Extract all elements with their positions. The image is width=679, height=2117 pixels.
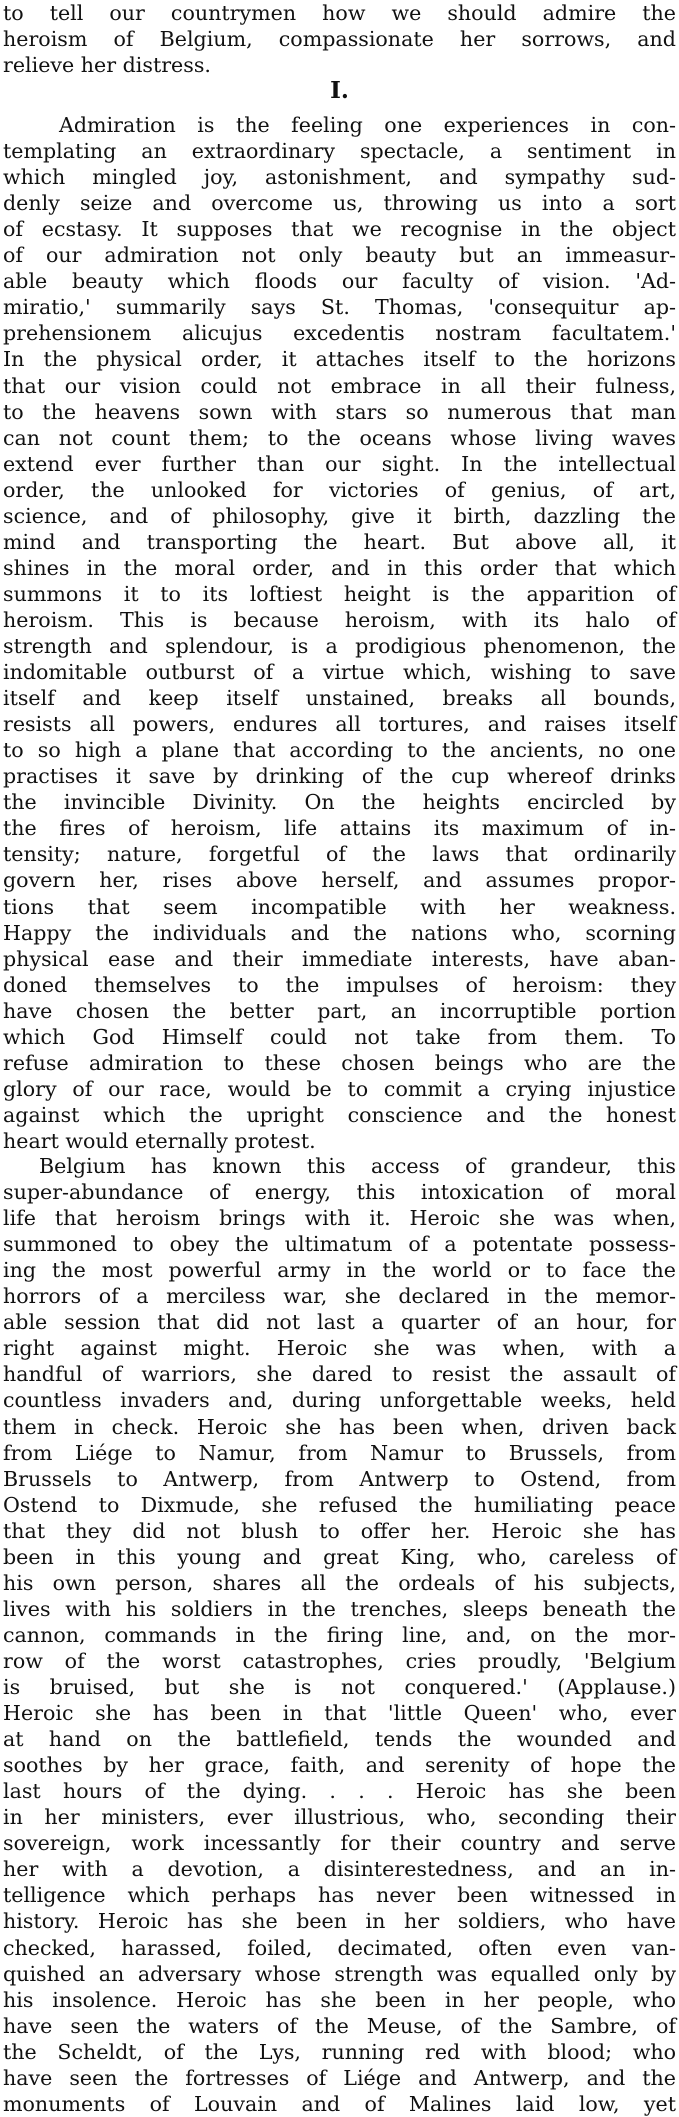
- text-line: itself and keep itself unstained, breaks all bounds,: [3, 686, 676, 711]
- text-line: physical ease and their immediate interests, have aban-: [3, 946, 676, 971]
- text-line: Happy the individuals and the nations who, scorning: [3, 920, 676, 945]
- text-line: soothes by her grace, faith, and serenity of hope the: [3, 1753, 676, 1778]
- text-line: super-abundance of energy, this intoxication of moral: [3, 1180, 676, 1205]
- text-line: science, and of philosophy, give it birth, dazzling the: [3, 503, 676, 528]
- text-line: templating an extraordinary spectacle, a sentiment in: [3, 139, 676, 164]
- text-line: handful of warriors, she dared to resist the assault of: [3, 1362, 676, 1387]
- text-line: strength and splendour, is a prodigious phenomenon, the: [3, 634, 676, 658]
- text-line: mind and transporting the heart. But above all, it: [3, 529, 676, 554]
- text-line: the Scheldt, of the Lys, running red with blood; who: [3, 2039, 676, 2064]
- text-line: have seen the waters of the Meuse, of the Sambre, of: [3, 2013, 676, 2038]
- text-line: right against might. Heroic she was when, with a: [3, 1336, 676, 1361]
- text-line: that they did not blush to offer her. Heroic she has: [3, 1518, 676, 1543]
- text-line: govern her, rises above herself, and assumes propor-: [3, 868, 676, 893]
- text-line: tensity; nature, forgetful of the laws that ordinarily: [3, 842, 676, 867]
- text-line: to tell our countrymen how we should admire the: [3, 1, 676, 25]
- text-line: been in this young and great King, who, careless of: [3, 1544, 676, 1569]
- text-line: doned themselves to the impulses of heroism: they: [3, 972, 676, 997]
- text-line: against which the upright conscience and the honest: [3, 1102, 676, 1127]
- text-line: the invincible Divinity. On the heights encircled by: [3, 790, 676, 815]
- text-line: able beauty which floods our faculty of vision. 'Ad-: [3, 269, 676, 294]
- text-line: them in check. Heroic she has been when, driven back: [3, 1414, 676, 1439]
- text-line: Belgium has known this access of grandeur, this: [39, 1154, 676, 1178]
- text-line: quished an adversary whose strength was equalled only by: [3, 1961, 676, 1986]
- text-line: Ostend to Dixmude, she refused the humiliating peace: [3, 1492, 676, 1517]
- text-line: summoned to obey the ultimatum of a potentate possess-: [3, 1232, 676, 1257]
- text-line: miratio,' summarily says St. Thomas, 'consequitur ap-: [3, 295, 676, 320]
- text-line: have chosen the better part, an incorruptible portion: [3, 998, 676, 1023]
- text-line: heroism. This is because heroism, with its halo of: [3, 607, 676, 632]
- text-line: at hand on the battlefield, tends the wounded and: [3, 1727, 676, 1752]
- text-line: horrors of a merciless war, she declared in the memor-: [3, 1284, 676, 1309]
- text-line: the fires of heroism, life attains its maximum of in-: [3, 816, 676, 841]
- text-line: prehensionem alicujus excedentis nostram facultatem.': [3, 321, 676, 346]
- text-line: sovereign, work incessantly for their country and serve: [3, 1831, 676, 1856]
- text-line: practises it save by drinking of the cup whereof drinks: [3, 764, 676, 789]
- text-line: Brussels to Antwerp, from Antwerp to Ostend, from: [3, 1466, 676, 1491]
- text-line: Admiration is the feeling one experiences in con-: [59, 113, 676, 137]
- text-line: is bruised, but she is not conquered.' (Applause.): [3, 1675, 676, 1699]
- text-line: his insolence. Heroic has she been in her people, who: [3, 1987, 676, 2012]
- text-line: to so high a plane that according to the ancients, no one: [3, 738, 676, 763]
- text-line: row of the worst catastrophes, cries proudly, 'Belgium: [3, 1648, 676, 1673]
- text-line: last hours of the dying. . . . Heroic has she been: [3, 1779, 676, 1804]
- text-line: relieve her distress.: [3, 53, 211, 78]
- text-line: refuse admiration to these chosen beings who are the: [3, 1050, 676, 1075]
- text-line: resists all powers, endures all tortures, and raises itself: [3, 712, 676, 737]
- text-line: Heroic she has been in that 'little Queen' who, ever: [3, 1701, 676, 1726]
- section-heading: I.: [330, 77, 349, 104]
- text-line: shines in the moral order, and in this order that which: [3, 555, 676, 580]
- text-line: her with a devotion, a disinterestedness, and an in-: [3, 1857, 676, 1882]
- text-line: can not count them; to the oceans whose living waves: [3, 425, 676, 450]
- text-line: that our vision could not embrace in all their fulness,: [3, 373, 676, 398]
- text-line: cannon, commands in the firing line, and, on the mor-: [3, 1622, 676, 1647]
- text-line: tions that seem incompatible with her weakness.: [3, 894, 676, 919]
- text-line: order, the unlooked for victories of genius, of art,: [3, 477, 676, 502]
- text-line: countless invaders and, during unforgettable weeks, held: [3, 1388, 676, 1413]
- text-line: have seen the fortresses of Liége and Antwerp, and the: [3, 2065, 676, 2090]
- text-line: glory of our race, would be to commit a crying injustice: [3, 1076, 676, 1101]
- text-line: of ecstasy. It supposes that we recognise in the object: [3, 217, 676, 242]
- text-line: checked, harassed, foiled, decimated, often even van-: [3, 1935, 676, 1960]
- text-line: extend ever further than our sight. In the intellectual: [3, 451, 676, 476]
- text-line: of our admiration not only beauty but an immeasur-: [3, 243, 676, 268]
- text-line: life that heroism brings with it. Heroic she was when,: [3, 1206, 676, 1231]
- text-line: to the heavens sown with stars so numerous that man: [3, 399, 676, 424]
- text-line: lives with his soldiers in the trenches, sleeps beneath the: [3, 1596, 676, 1621]
- text-line: heart would eternally protest.: [3, 1128, 316, 1153]
- text-line: ing the most powerful army in the world or to face the: [3, 1258, 676, 1283]
- text-line: which mingled joy, astonishment, and sympathy sud-: [3, 165, 676, 190]
- text-line: heroism of Belgium, compassionate her sorrows, and: [3, 27, 676, 52]
- text-line: his own person, shares all the ordeals of his subjects,: [3, 1570, 676, 1595]
- text-line: which God Himself could not take from them. To: [3, 1024, 676, 1049]
- text-line: able session that did not last a quarter of an hour, for: [3, 1310, 676, 1335]
- text-line: in her ministers, ever illustrious, who, seconding their: [3, 1805, 676, 1830]
- text-line: monuments of Louvain and of Malines laid low, yet: [3, 2091, 676, 2116]
- text-line: from Liége to Namur, from Namur to Brussels, from: [3, 1440, 676, 1465]
- text-line: denly seize and overcome us, throwing us into a sort: [3, 191, 676, 216]
- text-line: In the physical order, it attaches itself to the horizons: [3, 347, 676, 372]
- text-line: indomitable outburst of a virtue which, wishing to save: [3, 660, 676, 685]
- text-line: telligence which perhaps has never been witnessed in: [3, 1883, 676, 1908]
- text-line: history. Heroic has she been in her soldiers, who have: [3, 1909, 676, 1934]
- text-line: summons it to its loftiest height is the apparition of: [3, 581, 676, 606]
